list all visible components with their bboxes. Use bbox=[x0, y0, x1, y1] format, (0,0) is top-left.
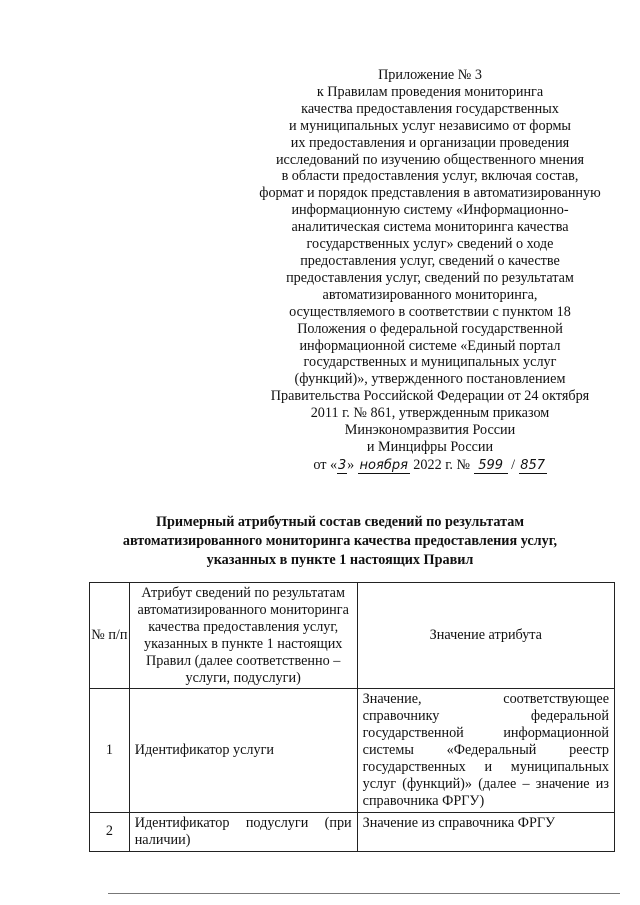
table-row bbox=[90, 812, 615, 851]
appendix-line: качества предоставления государственных bbox=[301, 100, 559, 117]
handwritten-number-2: 857 bbox=[520, 457, 546, 473]
row-value: Значение из справочника ФРГУ bbox=[357, 812, 614, 851]
appendix-line: и Минцифры России bbox=[366, 438, 494, 455]
title-line: указанных в пункте 1 настоящих Правил bbox=[206, 552, 474, 568]
title-line: автоматизированного мониторинга качества предоставления услуг, bbox=[122, 533, 558, 549]
row-attribute: Идентификатор услуги bbox=[129, 689, 357, 812]
row-number: 1 bbox=[90, 689, 130, 812]
appendix-line: автоматизированного мониторинга, bbox=[322, 286, 538, 303]
table-row bbox=[90, 689, 615, 812]
appendix-line: предоставления услуг, сведений о качестве bbox=[300, 252, 560, 269]
table-header-row bbox=[90, 583, 615, 689]
appendix-line: информационной системе «Единый портал bbox=[299, 337, 561, 354]
appendix-line: 2011 г. № 861, утвержденным приказом bbox=[310, 405, 550, 422]
header-number: № п/п bbox=[90, 583, 130, 689]
appendix-line: (функций)», утвержденного постановлением bbox=[294, 371, 566, 388]
page-bottom-rule bbox=[108, 893, 620, 894]
appendix-line: исследований по изучению общественного мнения bbox=[275, 151, 585, 168]
appendix-line: в области предоставления услуг, включая состав, bbox=[281, 168, 579, 185]
appendix-header bbox=[225, 67, 635, 474]
appendix-line: формат и порядок представления в автоматизированную bbox=[259, 185, 601, 202]
row-attribute: Идентификатор подуслуги (при наличии) bbox=[129, 812, 357, 851]
header-value: Значение атрибута bbox=[357, 583, 614, 689]
header-attribute: Атрибут сведений по результатам автоматизированного мониторинга качества предоставления услуг, указанных в пункте 1 настоящих Правил (далее соответственно – услуги, подуслуги) bbox=[129, 583, 357, 689]
appendix-line: государственных услуг» сведений о ходе bbox=[306, 236, 554, 253]
date-line bbox=[225, 457, 635, 474]
appendix-line: осуществляемого в соответствии с пунктом 18 bbox=[289, 303, 571, 320]
handwritten-day: 3 bbox=[337, 457, 347, 473]
appendix-line: Приложение № 3 bbox=[378, 67, 482, 83]
appendix-line: их предоставления и организации проведения bbox=[290, 134, 570, 151]
date-mid: » bbox=[347, 456, 358, 473]
appendix-line: к Правилам проведения мониторинга bbox=[316, 83, 544, 100]
appendix-line: аналитическая система мониторинга качества bbox=[291, 219, 569, 236]
handwritten-number-1: 599 bbox=[474, 459, 508, 474]
appendix-line: информационную систему «Информационно- bbox=[291, 202, 569, 219]
appendix-line: и муниципальных услуг независимо от формы bbox=[289, 117, 571, 134]
number-separator: / bbox=[507, 456, 519, 473]
appendix-line: предоставления услуг, сведений по результатам bbox=[286, 269, 574, 286]
row-value: Значение, соответствующее справочнику федеральной государственной информационной системы «Федеральный реестр государственных и муниципальных услуг (функций)» (далее – значение из справочника ФРГУ) bbox=[357, 689, 614, 812]
appendix-line: Минэкономразвития России bbox=[344, 422, 516, 439]
handwritten-month: ноября bbox=[359, 457, 408, 473]
row-number: 2 bbox=[90, 812, 130, 851]
date-prefix: от « bbox=[313, 456, 338, 473]
date-year: 2022 г. № bbox=[409, 456, 474, 473]
attributes-table bbox=[89, 582, 615, 852]
appendix-line: государственных и муниципальных услуг bbox=[303, 354, 557, 371]
appendix-line: Положения о федеральной государственной bbox=[297, 320, 563, 337]
appendix-line: Правительства Российской Федерации от 24 октября bbox=[270, 388, 590, 405]
title-line: Примерный атрибутный состав сведений по результатам bbox=[155, 514, 525, 530]
document-title bbox=[40, 513, 640, 570]
